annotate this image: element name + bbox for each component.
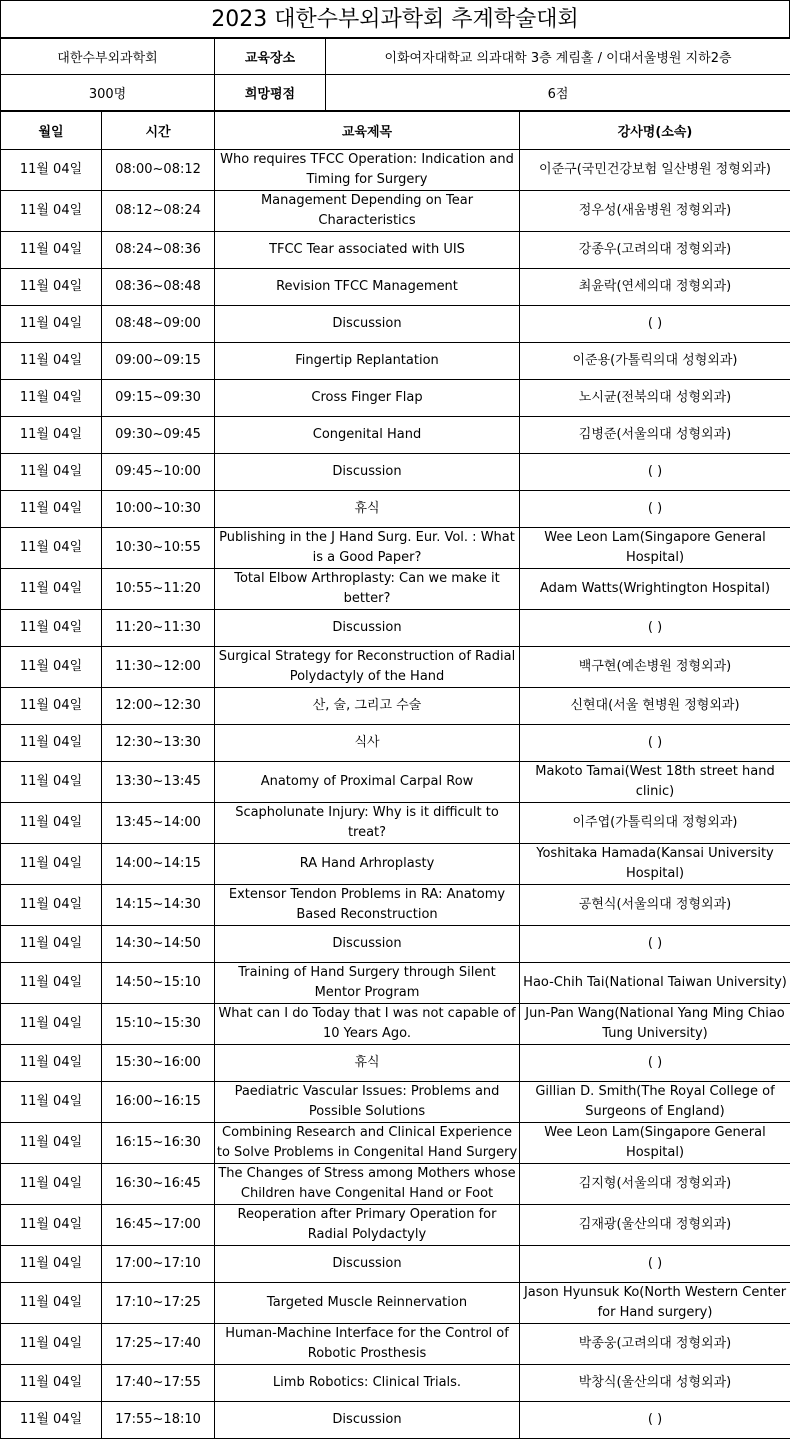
time-cell: 15:10~15:30 — [102, 1004, 215, 1045]
venue-label: 교육장소 — [215, 39, 326, 75]
speaker-cell: Makoto Tamai(West 18th street hand clinic) — [520, 762, 790, 803]
table-row — [1, 150, 790, 191]
date-cell: 11월 04일 — [1, 1402, 102, 1439]
date-cell: 11월 04일 — [1, 1365, 102, 1402]
table-row — [1, 844, 790, 885]
date-cell: 11월 04일 — [1, 844, 102, 885]
time-cell: 08:24~08:36 — [102, 232, 215, 269]
topic-cell: Revision TFCC Management — [215, 269, 520, 306]
time-cell: 17:25~17:40 — [102, 1324, 215, 1365]
speaker-cell: 백구현(예손병원 정형외과) — [520, 647, 790, 688]
topic-cell: 산, 술, 그리고 수술 — [215, 688, 520, 725]
speaker-cell: Wee Leon Lam(Singapore General Hospital) — [520, 528, 790, 569]
date-cell: 11월 04일 — [1, 610, 102, 647]
time-cell: 08:48~09:00 — [102, 306, 215, 343]
topic-cell: TFCC Tear associated with UIS — [215, 232, 520, 269]
time-cell: 10:55~11:20 — [102, 569, 215, 610]
time-cell: 17:40~17:55 — [102, 1365, 215, 1402]
date-cell: 11월 04일 — [1, 269, 102, 306]
table-row — [1, 1045, 790, 1082]
venue-value: 이화여자대학교 의과대학 3층 계림홀 / 이대서울병원 지하2층 — [326, 39, 790, 75]
topic-cell: 식사 — [215, 725, 520, 762]
speaker-cell: Yoshitaka Hamada(Kansai University Hospital) — [520, 844, 790, 885]
date-cell: 11월 04일 — [1, 1123, 102, 1164]
topic-cell: Paediatric Vascular Issues: Problems and Possible Solutions — [215, 1082, 520, 1123]
date-cell: 11월 04일 — [1, 343, 102, 380]
table-row — [1, 1123, 790, 1164]
time-cell: 14:15~14:30 — [102, 885, 215, 926]
speaker-cell: Wee Leon Lam(Singapore General Hospital) — [520, 1123, 790, 1164]
date-cell: 11월 04일 — [1, 1205, 102, 1246]
table-row — [1, 380, 790, 417]
time-cell: 16:15~16:30 — [102, 1123, 215, 1164]
topic-cell: Targeted Muscle Reinnervation — [215, 1283, 520, 1324]
topic-cell: Total Elbow Arthroplasty: Can we make it better? — [215, 569, 520, 610]
date-cell: 11월 04일 — [1, 1082, 102, 1123]
table-row — [1, 1246, 790, 1283]
time-cell: 16:30~16:45 — [102, 1164, 215, 1205]
table-row — [1, 926, 790, 963]
table-row — [1, 269, 790, 306]
info-row-credits — [1, 75, 790, 111]
table-row — [1, 963, 790, 1004]
speaker-cell: Jun-Pan Wang(National Yang Ming Chiao Tung University) — [520, 1004, 790, 1045]
table-row — [1, 306, 790, 343]
topic-cell: 휴식 — [215, 491, 520, 528]
speaker-cell: Adam Watts(Wrightington Hospital) — [520, 569, 790, 610]
credits-value: 6점 — [326, 75, 790, 111]
date-cell: 11월 04일 — [1, 150, 102, 191]
time-cell: 16:00~16:15 — [102, 1082, 215, 1123]
topic-cell: Scapholunate Injury: Why is it difficult to treat? — [215, 803, 520, 844]
organizer-cell: 대한수부외과학회 — [1, 39, 215, 75]
table-row — [1, 191, 790, 232]
topic-cell: Human-Machine Interface for the Control of Robotic Prosthesis — [215, 1324, 520, 1365]
time-cell: 08:00~08:12 — [102, 150, 215, 191]
time-cell: 09:00~09:15 — [102, 343, 215, 380]
topic-cell: Surgical Strategy for Reconstruction of Radial Polydactyly of the Hand — [215, 647, 520, 688]
time-cell: 09:45~10:00 — [102, 454, 215, 491]
speaker-cell: ( ) — [520, 491, 790, 528]
date-cell: 11월 04일 — [1, 1045, 102, 1082]
date-cell: 11월 04일 — [1, 191, 102, 232]
table-row — [1, 1324, 790, 1365]
date-cell: 11월 04일 — [1, 569, 102, 610]
table-row — [1, 454, 790, 491]
topic-cell: Limb Robotics: Clinical Trials. — [215, 1365, 520, 1402]
topic-cell: Discussion — [215, 926, 520, 963]
time-cell: 14:00~14:15 — [102, 844, 215, 885]
date-cell: 11월 04일 — [1, 1283, 102, 1324]
topic-cell: Discussion — [215, 454, 520, 491]
time-cell: 16:45~17:00 — [102, 1205, 215, 1246]
date-cell: 11월 04일 — [1, 454, 102, 491]
header-topic: 교육제목 — [215, 112, 520, 150]
speaker-cell: ( ) — [520, 610, 790, 647]
speaker-cell: 정우성(새움병원 정형외과) — [520, 191, 790, 232]
time-cell: 10:00~10:30 — [102, 491, 215, 528]
speaker-cell: ( ) — [520, 725, 790, 762]
speaker-cell: ( ) — [520, 454, 790, 491]
speaker-cell: ( ) — [520, 1246, 790, 1283]
topic-cell: Anatomy of Proximal Carpal Row — [215, 762, 520, 803]
time-cell: 12:30~13:30 — [102, 725, 215, 762]
table-row — [1, 569, 790, 610]
topic-cell: Discussion — [215, 610, 520, 647]
capacity-cell: 300명 — [1, 75, 215, 111]
time-cell: 08:12~08:24 — [102, 191, 215, 232]
schedule-header-row — [1, 112, 790, 150]
table-row — [1, 1402, 790, 1439]
topic-cell: Discussion — [215, 1246, 520, 1283]
table-row — [1, 688, 790, 725]
speaker-cell: ( ) — [520, 1402, 790, 1439]
time-cell: 17:00~17:10 — [102, 1246, 215, 1283]
time-cell: 14:30~14:50 — [102, 926, 215, 963]
speaker-cell: 박종웅(고려의대 정형외과) — [520, 1324, 790, 1365]
date-cell: 11월 04일 — [1, 1004, 102, 1045]
topic-cell: Combining Research and Clinical Experience to Solve Problems in Congenital Hand Surgery — [215, 1123, 520, 1164]
date-cell: 11월 04일 — [1, 963, 102, 1004]
table-row — [1, 885, 790, 926]
table-row — [1, 762, 790, 803]
topic-cell: Discussion — [215, 1402, 520, 1439]
topic-cell: What can I do Today that I was not capable of 10 Years Ago. — [215, 1004, 520, 1045]
table-row — [1, 803, 790, 844]
credits-label: 희망평점 — [215, 75, 326, 111]
table-row — [1, 417, 790, 454]
time-cell: 13:45~14:00 — [102, 803, 215, 844]
time-cell: 11:30~12:00 — [102, 647, 215, 688]
date-cell: 11월 04일 — [1, 803, 102, 844]
speaker-cell: 공현식(서울의대 정형외과) — [520, 885, 790, 926]
date-cell: 11월 04일 — [1, 1246, 102, 1283]
speaker-cell: 김재광(울산의대 정형외과) — [520, 1205, 790, 1246]
date-cell: 11월 04일 — [1, 417, 102, 454]
time-cell: 14:50~15:10 — [102, 963, 215, 1004]
speaker-cell: 박창식(울산의대 성형외과) — [520, 1365, 790, 1402]
speaker-cell: 노시균(전북의대 성형외과) — [520, 380, 790, 417]
speaker-cell: 이준용(가톨릭의대 성형외과) — [520, 343, 790, 380]
table-row — [1, 725, 790, 762]
date-cell: 11월 04일 — [1, 1324, 102, 1365]
table-row — [1, 1205, 790, 1246]
table-row — [1, 343, 790, 380]
topic-cell: Discussion — [215, 306, 520, 343]
table-row — [1, 1082, 790, 1123]
date-cell: 11월 04일 — [1, 725, 102, 762]
speaker-cell: ( ) — [520, 1045, 790, 1082]
time-cell: 10:30~10:55 — [102, 528, 215, 569]
speaker-cell: 김병준(서울의대 성형외과) — [520, 417, 790, 454]
date-cell: 11월 04일 — [1, 926, 102, 963]
time-cell: 08:36~08:48 — [102, 269, 215, 306]
speaker-cell: ( ) — [520, 306, 790, 343]
table-row — [1, 1164, 790, 1205]
event-info-table — [0, 38, 790, 111]
schedule-table — [0, 111, 790, 1439]
table-row — [1, 647, 790, 688]
speaker-cell: ( ) — [520, 926, 790, 963]
speaker-cell: 최윤락(연세의대 정형외과) — [520, 269, 790, 306]
time-cell: 12:00~12:30 — [102, 688, 215, 725]
topic-cell: Training of Hand Surgery through Silent Mentor Program — [215, 963, 520, 1004]
header-speaker: 강사명(소속) — [520, 112, 790, 150]
time-cell: 11:20~11:30 — [102, 610, 215, 647]
header-date: 월일 — [1, 112, 102, 150]
table-row — [1, 528, 790, 569]
time-cell: 17:55~18:10 — [102, 1402, 215, 1439]
speaker-cell: 김지형(서울의대 정형외과) — [520, 1164, 790, 1205]
time-cell: 09:15~09:30 — [102, 380, 215, 417]
topic-cell: The Changes of Stress among Mothers whose Children have Congenital Hand or Foot — [215, 1164, 520, 1205]
topic-cell: Extensor Tendon Problems in RA: Anatomy Based Reconstruction — [215, 885, 520, 926]
date-cell: 11월 04일 — [1, 762, 102, 803]
table-row — [1, 610, 790, 647]
speaker-cell: 신현대(서울 현병원 정형외과) — [520, 688, 790, 725]
table-row — [1, 491, 790, 528]
speaker-cell: 강종우(고려의대 정형외과) — [520, 232, 790, 269]
topic-cell: Congenital Hand — [215, 417, 520, 454]
date-cell: 11월 04일 — [1, 688, 102, 725]
date-cell: 11월 04일 — [1, 885, 102, 926]
page-title: 2023 대한수부외과학회 추계학술대회 — [0, 0, 790, 38]
date-cell: 11월 04일 — [1, 306, 102, 343]
speaker-cell: Hao-Chih Tai(National Taiwan University) — [520, 963, 790, 1004]
topic-cell: Publishing in the J Hand Surg. Eur. Vol. : What is a Good Paper? — [215, 528, 520, 569]
time-cell: 09:30~09:45 — [102, 417, 215, 454]
date-cell: 11월 04일 — [1, 491, 102, 528]
table-row — [1, 232, 790, 269]
date-cell: 11월 04일 — [1, 647, 102, 688]
header-time: 시간 — [102, 112, 215, 150]
date-cell: 11월 04일 — [1, 1164, 102, 1205]
topic-cell: Management Depending on Tear Characteristics — [215, 191, 520, 232]
table-row — [1, 1365, 790, 1402]
speaker-cell: 이주엽(가톨릭의대 정형외과) — [520, 803, 790, 844]
table-row — [1, 1283, 790, 1324]
topic-cell: Fingertip Replantation — [215, 343, 520, 380]
date-cell: 11월 04일 — [1, 232, 102, 269]
date-cell: 11월 04일 — [1, 528, 102, 569]
schedule-body — [1, 150, 790, 1439]
topic-cell: RA Hand Arhroplasty — [215, 844, 520, 885]
topic-cell: Reoperation after Primary Operation for Radial Polydactyly — [215, 1205, 520, 1246]
table-row — [1, 1004, 790, 1045]
speaker-cell: 이준구(국민건강보험 일산병원 정형외과) — [520, 150, 790, 191]
date-cell: 11월 04일 — [1, 380, 102, 417]
speaker-cell: Gillian D. Smith(The Royal College of Surgeons of England) — [520, 1082, 790, 1123]
speaker-cell: Jason Hyunsuk Ko(North Western Center for Hand surgery) — [520, 1283, 790, 1324]
info-row-venue — [1, 39, 790, 75]
topic-cell: 휴식 — [215, 1045, 520, 1082]
time-cell: 13:30~13:45 — [102, 762, 215, 803]
time-cell: 17:10~17:25 — [102, 1283, 215, 1324]
topic-cell: Who requires TFCC Operation: Indication and Timing for Surgery — [215, 150, 520, 191]
time-cell: 15:30~16:00 — [102, 1045, 215, 1082]
topic-cell: Cross Finger Flap — [215, 380, 520, 417]
